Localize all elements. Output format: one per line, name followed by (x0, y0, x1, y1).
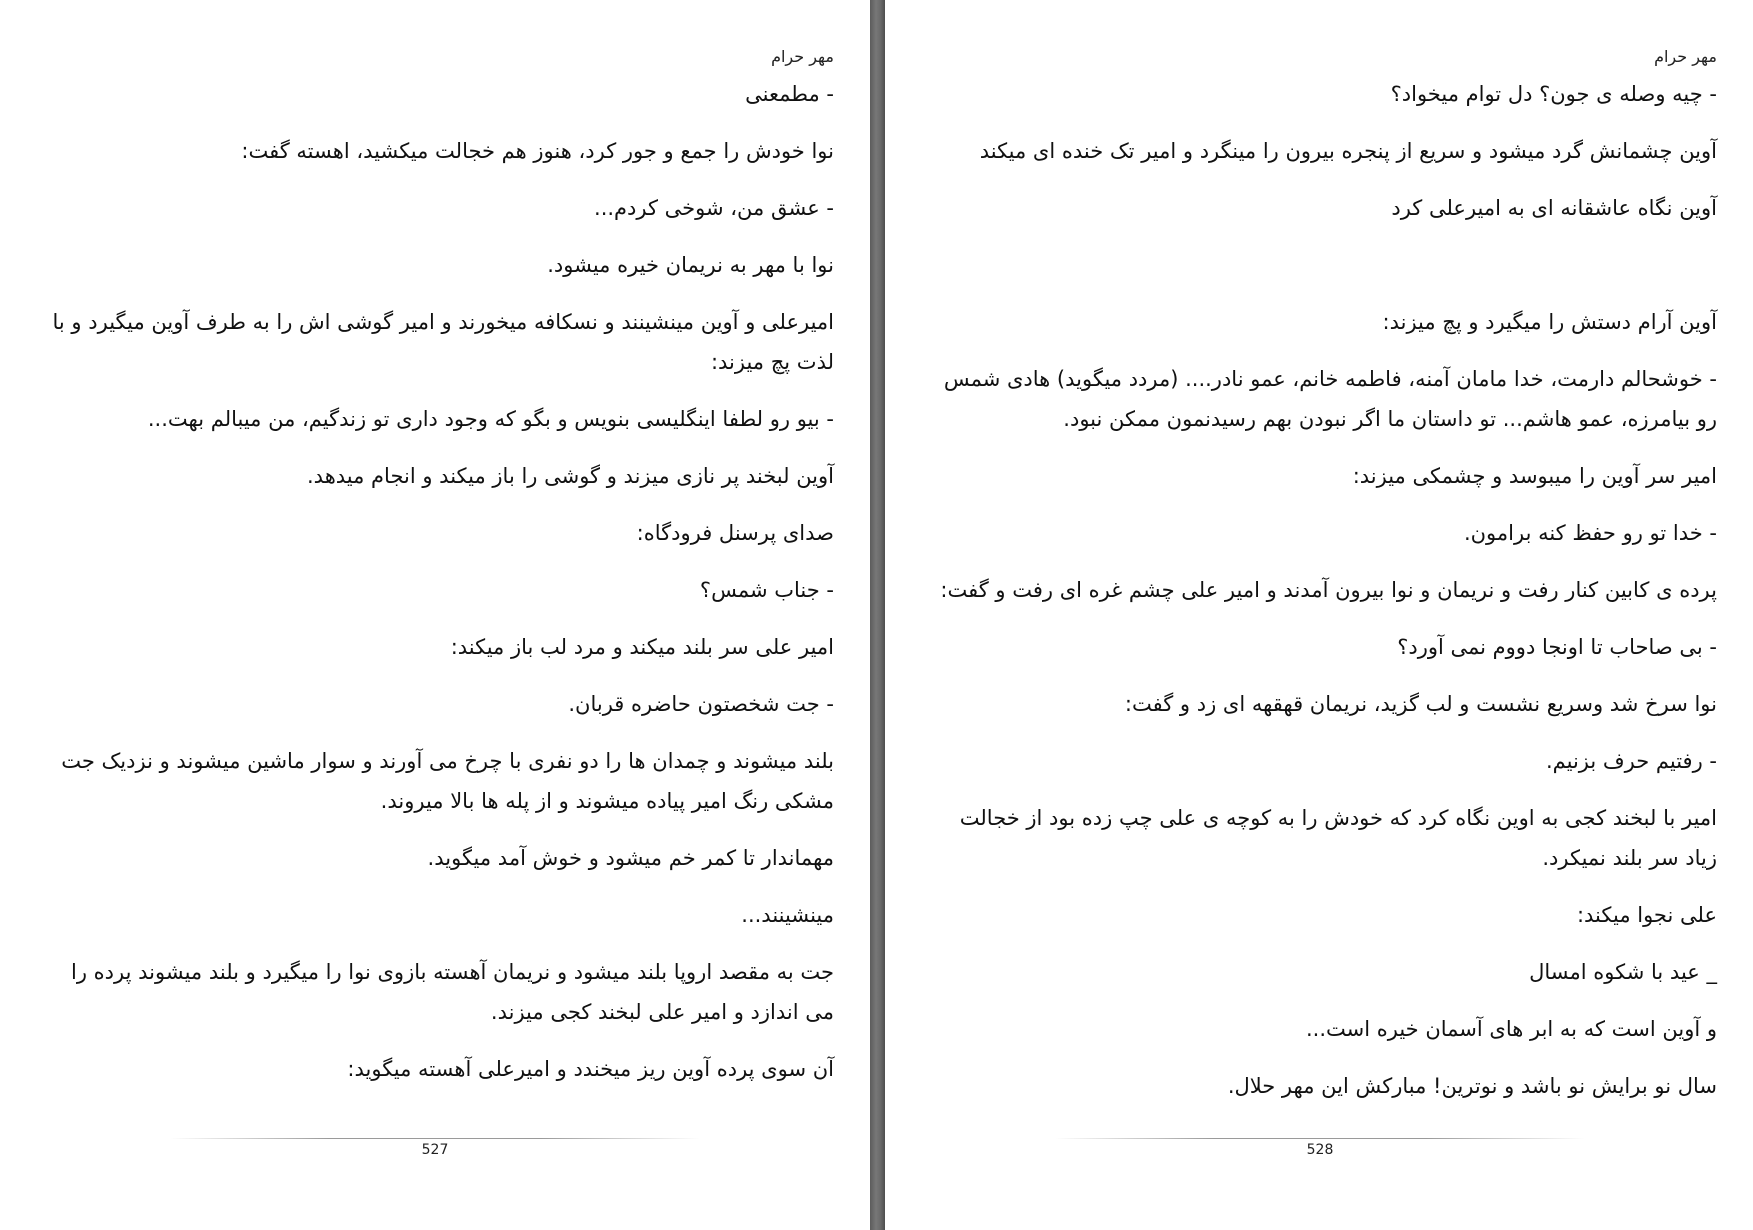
paragraph: - مطمعنی (745, 82, 834, 106)
page-header: مهر حرام (771, 47, 834, 66)
paragraph: - خدا تو رو حفظ کنه برامون. (1463, 521, 1717, 545)
page-number: 528 (1306, 1142, 1334, 1158)
left-page (0, 0, 870, 1230)
paragraph: سال نو برایش نو باشد و نوترین! مبارکش این مهر حلال. (1227, 1074, 1717, 1098)
page-content (44, 74, 834, 1106)
paragraph: - خوشحالم دارمت، خدا مامان آمنه، فاطمه خانم، عمو نادر.... (مردد میگوید) هادی شمس رو بیامرزه، عمو هاشم... تو داستان ما اگر نبودن بهم رسیدنمون ممکن نبود. (943, 367, 1717, 431)
paragraph: نوا با مهر به نریمان خیره میشود. (547, 253, 834, 277)
paragraph: و آوین است که به ابر های آسمان خیره است... (1306, 1017, 1717, 1041)
paragraph: امیر با لبخند کجی به اوین نگاه کرد که خودش را به کوچه ی علی چپ زده بود از خجالت زیاد سر بلند نمیکرد. (959, 806, 1717, 870)
paragraph: پرده ی کابین کنار رفت و نریمان و نوا بیرون آمدند و امیر علی چشم غره ای رفت و گفت: (940, 578, 1717, 602)
page-content (927, 74, 1717, 1123)
paragraph: - رفتیم حرف بزنیم. (1545, 749, 1717, 773)
footer-rule (1055, 1138, 1585, 1139)
blank-line (927, 245, 1717, 302)
paragraph: علی نجوا میکند: (1576, 903, 1717, 927)
paragraph: امیر علی سر بلند میکند و مرد لب باز میکند: (450, 635, 834, 659)
paragraph: بلند میشوند و چمدان ها را دو نفری با چرخ می آورند و سوار ماشین میشوند و نزدیک جت مشکی رنگ امیر پیاده میشوند و از پله ها بالا میروند. (61, 749, 834, 813)
book-spine-divider (870, 0, 885, 1230)
paragraph: آوین نگاه عاشقانه ای به امیرعلی کرد (1391, 196, 1717, 220)
paragraph: _ عید با شکوه امسال (1529, 960, 1717, 984)
paragraph: نوا خودش را جمع و جور کرد، هنوز هم خجالت میکشید، اهسته گفت: (241, 139, 834, 163)
paragraph: - جناب شمس؟ (699, 578, 834, 602)
paragraph: صدای پرسنل فرودگاه: (636, 521, 834, 545)
paragraph: آوین لبخند پر نازی میزند و گوشی را باز میکند و انجام میدهد. (307, 464, 834, 488)
paragraph: - جت شخصتون حاضره قربان. (568, 692, 834, 716)
paragraph: امیرعلی و آوین مینشینند و نسکافه میخورند و امیر گوشی اش را به طرف آوین میگیرد و با لذت پچ میزند: (52, 310, 834, 374)
page-number: 527 (421, 1142, 449, 1158)
paragraph: مینشینند... (741, 903, 834, 927)
page-header: مهر حرام (1654, 47, 1717, 66)
paragraph: آوین چشمانش گرد میشود و سریع از پنجره بیرون را مینگرد و امیر تک خنده ای میکند (979, 139, 1717, 163)
right-page (885, 0, 1753, 1230)
paragraph: - عشق من، شوخی کردم... (594, 196, 834, 220)
paragraph: مهماندار تا کمر خم میشود و خوش آمد میگوید. (427, 846, 834, 870)
paragraph: جت به مقصد اروپا بلند میشود و نریمان آهسته بازوی نوا را میگیرد و بلند میشوند پرده را می اندازد و امیر علی لبخند کجی میزند. (71, 960, 834, 1024)
paragraph: - بیو رو لطفا اینگلیسی بنویس و بگو که وجود داری تو زندگیم، من میبالم بهت... (147, 407, 834, 431)
paragraph: نوا سرخ شد وسریع نشست و لب گزید، نریمان قهقهه ای زد و گفت: (1124, 692, 1717, 716)
paragraph: آوین آرام دستش را میگیرد و پچ میزند: (1382, 310, 1717, 334)
paragraph: امیر سر آوین را میبوسد و چشمکی میزند: (1352, 464, 1717, 488)
paragraph: - بی صاحاب تا اونجا دووم نمی آورد؟ (1397, 635, 1717, 659)
paragraph: - چیه وصله ی جون؟ دل توام میخواد؟ (1390, 82, 1717, 106)
paragraph: آن سوی پرده آوین ریز میخندد و امیرعلی آهسته میگوید: (347, 1057, 834, 1081)
footer-rule (170, 1138, 700, 1139)
